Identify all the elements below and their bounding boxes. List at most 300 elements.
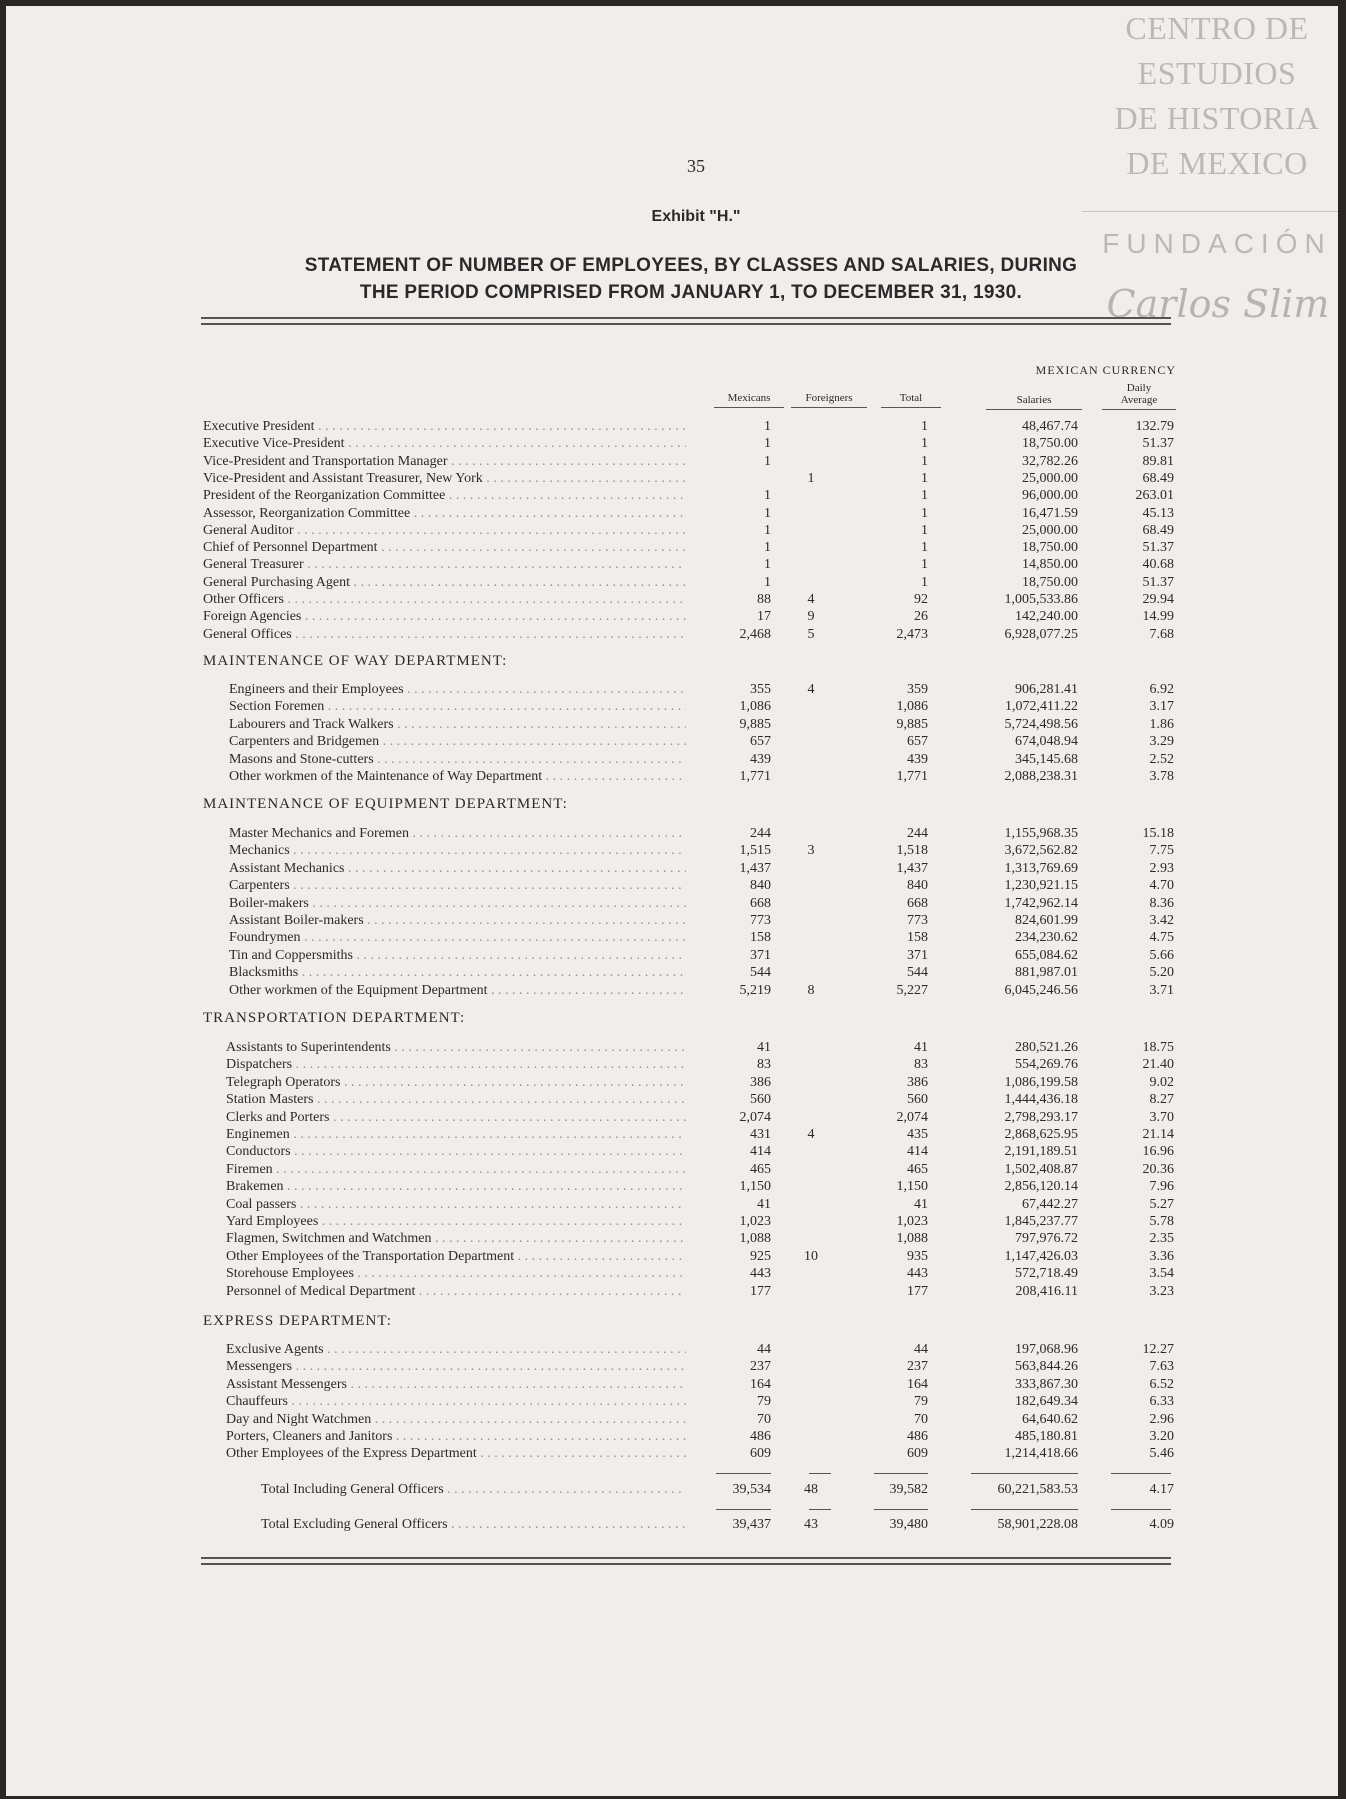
cell-sal: 32,782.26	[1022, 453, 1078, 469]
cell-avg: 14.99	[1142, 609, 1174, 625]
cell-sal: 1,845,237.77	[1004, 1214, 1078, 1229]
currency-header: MEXICAN CURRENCY	[1035, 363, 1176, 377]
cell-mex: 1	[764, 505, 771, 521]
row-label: Master Mechanics and Foremen . . .	[229, 825, 686, 842]
cell-tot: 1	[921, 419, 928, 434]
cell-tot: 1	[921, 505, 928, 521]
table-row	[6, 1341, 1206, 1358]
cell-avg: 21.14	[1142, 1127, 1174, 1142]
cell-avg: 2.35	[1149, 1231, 1174, 1247]
cell-sal: 208,416.11	[1015, 1283, 1078, 1299]
row-label: Executive President . . .	[203, 418, 686, 435]
row-label: Mechanics . . .	[229, 842, 686, 859]
cell-mex: 244	[750, 826, 771, 841]
cell-tot: 1,150	[896, 1179, 928, 1195]
row-label: Boiler-makers . . .	[229, 895, 686, 912]
cell-mex: 443	[750, 1266, 771, 1282]
table-row	[6, 608, 1206, 625]
cell-tot: 609	[907, 1446, 928, 1462]
cell-avg: 15.18	[1142, 826, 1174, 841]
table-row	[6, 1445, 1206, 1462]
table-row	[6, 574, 1206, 591]
table-row	[6, 1143, 1206, 1160]
cell-for: 8	[807, 982, 815, 998]
sum-rule	[809, 1473, 831, 1474]
cell-tot: 544	[907, 965, 928, 981]
cell-for: 1	[807, 470, 815, 486]
row-label: Executive Vice-President . . .	[203, 435, 686, 452]
table-row	[6, 1178, 1206, 1195]
row-label: Chief of Personnel Department . . .	[203, 539, 686, 556]
cell-mex: 1,515	[739, 843, 771, 859]
row-label: Carpenters . . .	[229, 877, 686, 894]
cell-avg: 4.17	[1149, 1482, 1174, 1497]
cell-sal: 16,471.59	[1022, 505, 1078, 521]
row-label: Storehouse Employees . . .	[226, 1265, 686, 1282]
cell-avg: 7.96	[1149, 1179, 1174, 1195]
table-row	[6, 487, 1206, 504]
cell-for: 4	[807, 592, 815, 607]
cell-mex: 609	[750, 1446, 771, 1462]
row-label: Section Foremen . . .	[229, 698, 686, 715]
cell-mex: 1	[764, 488, 771, 504]
exhibit-label: Exhibit "H."	[651, 208, 741, 225]
cell-mex: 158	[750, 930, 771, 946]
cell-tot: 39,582	[889, 1482, 928, 1497]
cell-mex: 41	[757, 1040, 771, 1055]
cell-tot: 79	[914, 1394, 928, 1410]
cell-mex: 486	[750, 1429, 771, 1444]
sum-rule	[716, 1473, 771, 1474]
cell-avg: 3.29	[1149, 734, 1174, 750]
cell-sal: 1,214,418.66	[1004, 1446, 1078, 1462]
table-row	[6, 556, 1206, 573]
row-label: General Auditor . . .	[203, 522, 686, 539]
cell-mex: 1,771	[739, 769, 771, 784]
table-row	[6, 877, 1206, 894]
cell-avg: 68.49	[1142, 522, 1174, 538]
cell-tot: 773	[907, 913, 928, 928]
cell-avg: 5.66	[1149, 947, 1174, 963]
table-row	[6, 1248, 1206, 1265]
cell-avg: 3.71	[1149, 982, 1174, 998]
cell-avg: 68.49	[1142, 470, 1174, 486]
cell-sal: 18,750.00	[1022, 540, 1078, 556]
cell-sal: 1,444,436.18	[1004, 1092, 1078, 1108]
col-salaries: Salaries	[986, 394, 1082, 410]
row-label: Exclusive Agents . . .	[226, 1341, 686, 1358]
row-label: Personnel of Medical Department . . .	[226, 1283, 686, 1300]
cell-sal: 824,601.99	[1015, 913, 1078, 928]
cell-tot: 935	[907, 1248, 928, 1264]
bottom-rule-top	[201, 1557, 1171, 1559]
cell-avg: 5.20	[1149, 965, 1174, 981]
cell-avg: 40.68	[1142, 557, 1174, 573]
cell-mex: 164	[750, 1376, 771, 1392]
table-row	[6, 768, 1206, 785]
col-foreigners: Foreigners	[791, 392, 867, 408]
row-label: General Treasurer . . .	[203, 556, 686, 573]
table-row	[6, 505, 1206, 522]
cell-sal: 25,000.00	[1022, 522, 1078, 538]
cell-mex: 1	[764, 540, 771, 556]
cell-tot: 560	[907, 1092, 928, 1108]
row-label: Clerks and Porters . . .	[226, 1109, 686, 1126]
cell-tot: 44	[914, 1342, 928, 1357]
table-row	[6, 1358, 1206, 1375]
cell-avg: 3.36	[1149, 1248, 1174, 1264]
cell-for: 9	[807, 609, 815, 625]
watermark-line: CENTRO DE	[1125, 10, 1309, 46]
cell-mex: 439	[750, 751, 771, 767]
sum-rule	[716, 1509, 771, 1510]
row-label: Assistant Boiler-makers . . .	[229, 912, 686, 929]
cell-tot: 443	[907, 1266, 928, 1282]
cell-tot: 1,518	[896, 843, 928, 859]
cell-sal: 6,928,077.25	[1004, 626, 1078, 642]
table-row	[6, 453, 1206, 470]
row-label: Coal passers . . .	[226, 1196, 686, 1213]
page-number: 35	[687, 156, 705, 176]
cell-sal: 1,742,962.14	[1004, 895, 1078, 911]
table-row	[6, 1109, 1206, 1126]
sum-rule	[874, 1509, 928, 1510]
cell-tot: 5,227	[896, 982, 928, 998]
sum-rule	[809, 1509, 831, 1510]
cell-sal: 2,798,293.17	[1004, 1109, 1078, 1125]
title-line-1: STATEMENT OF NUMBER OF EMPLOYEES, BY CLASSES AND SALARIES, DURING	[304, 255, 1078, 276]
cell-avg: 45.13	[1142, 505, 1174, 521]
sum-rule	[1111, 1509, 1171, 1510]
cell-tot: 9,885	[896, 716, 928, 732]
cell-sal: 1,502,408.87	[1004, 1161, 1078, 1177]
row-label: Station Masters . . .	[226, 1091, 686, 1108]
cell-avg: 7.75	[1149, 843, 1174, 859]
cell-avg: 7.68	[1149, 626, 1174, 642]
document-page	[6, 6, 1338, 1796]
cell-sal: 485,180.81	[1015, 1429, 1078, 1444]
cell-avg: 3.54	[1149, 1266, 1174, 1282]
cell-mex: 1,150	[739, 1179, 771, 1195]
cell-tot: 1	[921, 470, 928, 486]
title-rule-bottom	[201, 323, 1171, 325]
table-row	[6, 716, 1206, 733]
cell-sal: 18,750.00	[1022, 574, 1078, 590]
cell-mex: 840	[750, 878, 771, 894]
cell-mex: 657	[750, 734, 771, 750]
cell-sal: 2,088,238.31	[1004, 769, 1078, 784]
cell-avg: 89.81	[1142, 453, 1174, 469]
col-daily-average	[1102, 382, 1176, 410]
cell-tot: 164	[907, 1376, 928, 1392]
cell-tot: 1,771	[896, 769, 928, 784]
cell-avg: 9.02	[1149, 1074, 1174, 1090]
cell-mex: 88	[757, 592, 771, 607]
cell-avg: 263.01	[1135, 488, 1174, 504]
row-label: Flagmen, Switchmen and Watchmen . . .	[226, 1230, 686, 1247]
cell-mex: 39,437	[732, 1516, 771, 1532]
row-label: President of the Reorganization Committee . . .	[203, 487, 686, 504]
cell-tot: 1	[921, 574, 928, 590]
cell-tot: 1	[921, 522, 928, 538]
row-label: Labourers and Track Walkers . . .	[229, 716, 686, 733]
row-label: Carpenters and Bridgemen . . .	[229, 733, 686, 750]
cell-mex: 414	[750, 1144, 771, 1160]
cell-avg: 8.36	[1149, 895, 1174, 911]
cell-tot: 177	[907, 1283, 928, 1299]
row-label: Chauffeurs . . .	[226, 1393, 686, 1410]
cell-mex: 177	[750, 1283, 771, 1299]
cell-mex: 1	[764, 522, 771, 538]
cell-sal: 563,844.26	[1015, 1359, 1078, 1375]
cell-sal: 280,521.26	[1015, 1040, 1078, 1055]
cell-sal: 797,976.72	[1015, 1231, 1078, 1247]
cell-sal: 1,072,411.22	[1005, 699, 1078, 715]
cell-avg: 6.52	[1149, 1376, 1174, 1392]
row-label: Other workmen of the Equipment Department . . .	[229, 982, 686, 999]
cell-tot: 41	[914, 1196, 928, 1212]
cell-tot: 1,437	[896, 860, 928, 876]
cell-tot: 1	[921, 488, 928, 504]
row-label: Engineers and their Employees . . .	[229, 681, 686, 698]
cell-sal: 1,086,199.58	[1004, 1074, 1078, 1090]
cell-tot: 1,086	[896, 699, 928, 715]
table-row	[6, 733, 1206, 750]
cell-sal: 5,724,498.56	[1004, 716, 1078, 732]
cell-sal: 18,750.00	[1022, 436, 1078, 452]
table-row	[6, 1428, 1206, 1445]
cell-avg: 8.27	[1149, 1092, 1174, 1108]
cell-mex: 17	[757, 609, 771, 625]
table-row	[6, 1376, 1206, 1393]
cell-avg: 20.36	[1142, 1161, 1174, 1177]
cell-mex: 560	[750, 1092, 771, 1108]
table-row	[6, 751, 1206, 768]
table-row	[6, 539, 1206, 556]
cell-avg: 6.92	[1149, 682, 1174, 697]
cell-avg: 6.33	[1149, 1394, 1174, 1410]
table-row	[6, 1213, 1206, 1230]
table-row	[6, 1039, 1206, 1056]
table-row	[6, 1074, 1206, 1091]
table-row	[6, 825, 1206, 842]
row-label: Conductors . . .	[226, 1143, 686, 1160]
cell-avg: 7.63	[1149, 1359, 1174, 1375]
cell-avg: 3.42	[1149, 913, 1174, 928]
cell-mex: 371	[750, 947, 771, 963]
cell-mex: 2,468	[739, 626, 771, 642]
cell-sal: 2,191,189.51	[1004, 1144, 1078, 1160]
col-mexicans: Mexicans	[714, 392, 784, 408]
cell-avg: 16.96	[1142, 1144, 1174, 1160]
col-total: Total	[881, 392, 941, 408]
cell-tot: 668	[907, 895, 928, 911]
cell-for: 4	[807, 682, 815, 697]
cell-tot: 83	[914, 1057, 928, 1073]
cell-sal: 572,718.49	[1015, 1266, 1078, 1282]
cell-tot: 70	[914, 1411, 928, 1427]
watermark-fundacion: FUNDACIÓN	[1102, 228, 1332, 259]
table-row	[6, 860, 1206, 877]
row-label: Telegraph Operators . . .	[226, 1074, 686, 1091]
table-row	[6, 626, 1206, 643]
cell-mex: 544	[750, 965, 771, 981]
cell-sal: 96,000.00	[1022, 488, 1078, 504]
cell-mex: 237	[750, 1359, 771, 1375]
cell-for: 48	[804, 1482, 818, 1497]
cell-sal: 14,850.00	[1022, 557, 1078, 573]
cell-tot: 92	[914, 592, 928, 607]
cell-avg: 4.75	[1149, 930, 1174, 946]
table-row	[6, 681, 1206, 698]
row-label: Porters, Cleaners and Janitors . . .	[226, 1428, 686, 1445]
cell-for: 43	[804, 1516, 818, 1532]
row-label: Total Including General Officers . . .	[261, 1481, 686, 1498]
cell-tot: 465	[907, 1161, 928, 1177]
cell-sal: 142,240.00	[1015, 609, 1078, 625]
row-label: Masons and Stone-cutters . . .	[229, 751, 686, 768]
cell-tot: 1,023	[896, 1214, 928, 1229]
cell-avg: 3.20	[1149, 1429, 1174, 1444]
row-label: Yard Employees . . .	[226, 1213, 686, 1230]
cell-avg: 51.37	[1142, 436, 1174, 452]
table-row	[6, 895, 1206, 912]
row-label: Messengers . . .	[226, 1358, 686, 1375]
cell-sal: 48,467.74	[1022, 419, 1078, 434]
section-title-express: EXPRESS DEPARTMENT:	[203, 1313, 392, 1329]
cell-avg: 18.75	[1142, 1040, 1174, 1055]
row-label: Dispatchers . . .	[226, 1056, 686, 1073]
total-row	[6, 1481, 1206, 1498]
cell-avg: 3.23	[1149, 1283, 1174, 1299]
table-row	[6, 1056, 1206, 1073]
row-label: Vice-President and Assistant Treasurer, New York . . .	[203, 470, 686, 487]
cell-avg: 3.17	[1149, 699, 1174, 715]
cell-avg: 12.27	[1142, 1342, 1174, 1357]
cell-sal: 655,084.62	[1015, 947, 1078, 963]
watermark-line: DE MEXICO	[1126, 145, 1308, 181]
section-title-transportation: TRANSPORTATION DEPARTMENT:	[203, 1010, 466, 1026]
cell-avg: 4.09	[1149, 1516, 1174, 1532]
cell-avg: 3.70	[1149, 1109, 1174, 1125]
cell-sal: 333,867.30	[1015, 1376, 1078, 1392]
cell-mex: 1,023	[739, 1214, 771, 1229]
cell-tot: 26	[914, 609, 928, 625]
watermark-signature: Carlos Slim	[1106, 282, 1330, 326]
cell-mex: 1,437	[739, 860, 771, 876]
table-row	[6, 947, 1206, 964]
sum-rule	[874, 1473, 928, 1474]
cell-sal: 1,147,426.03	[1004, 1248, 1078, 1264]
cell-sal: 60,221,583.53	[997, 1482, 1078, 1497]
cell-sal: 1,313,769.69	[1004, 860, 1078, 876]
cell-mex: 1	[764, 574, 771, 590]
cell-avg: 29.94	[1142, 592, 1174, 607]
sum-rule	[971, 1509, 1078, 1510]
cell-mex: 1	[764, 557, 771, 573]
watermark-line: DE HISTORIA	[1114, 100, 1320, 136]
table-row	[6, 1230, 1206, 1247]
row-label: Day and Night Watchmen . . .	[226, 1411, 686, 1428]
cell-avg: 5.46	[1149, 1446, 1174, 1462]
cell-tot: 2,074	[896, 1109, 928, 1125]
cell-sal: 1,155,968.35	[1004, 826, 1078, 841]
cell-tot: 840	[907, 878, 928, 894]
cell-tot: 486	[907, 1429, 928, 1444]
table-row	[6, 1411, 1206, 1428]
page-title	[196, 252, 1186, 306]
cell-mex: 79	[757, 1394, 771, 1410]
cell-avg: 51.37	[1142, 540, 1174, 556]
cell-sal: 1,005,533.86	[1004, 592, 1078, 607]
title-rule-top	[201, 317, 1171, 319]
table-row	[6, 698, 1206, 715]
row-label: Foreign Agencies . . .	[203, 608, 686, 625]
cell-sal: 906,281.41	[1015, 682, 1078, 697]
row-label: General Purchasing Agent . . .	[203, 574, 686, 591]
table-row	[6, 912, 1206, 929]
row-label: Enginemen . . .	[226, 1126, 686, 1143]
row-label: Assistant Messengers . . .	[226, 1376, 686, 1393]
row-label: Assistant Mechanics . . .	[229, 860, 686, 877]
cell-sal: 234,230.62	[1015, 930, 1078, 946]
cell-avg: 5.27	[1149, 1196, 1174, 1212]
cell-for: 3	[807, 843, 815, 859]
cell-tot: 1	[921, 557, 928, 573]
cell-avg: 132.79	[1135, 419, 1174, 434]
row-label: Blacksmiths . . .	[229, 964, 686, 981]
cell-tot: 657	[907, 734, 928, 750]
section-title-maintenance-equipment: MAINTENANCE OF EQUIPMENT DEPARTMENT:	[203, 796, 568, 812]
cell-mex: 1,086	[739, 699, 771, 715]
cell-mex: 465	[750, 1161, 771, 1177]
section-title-maintenance-way: MAINTENANCE OF WAY DEPARTMENT:	[203, 653, 508, 669]
cell-tot: 244	[907, 826, 928, 841]
row-label: Tin and Coppersmiths . . .	[229, 947, 686, 964]
cell-for: 10	[804, 1248, 818, 1264]
row-label: Foundrymen . . .	[229, 929, 686, 946]
cell-sal: 6,045,246.56	[1004, 982, 1078, 998]
cell-avg: 1.86	[1149, 716, 1174, 732]
cell-tot: 414	[907, 1144, 928, 1160]
row-label: Vice-President and Transportation Manager . . .	[203, 453, 686, 470]
row-label: General Offices . . .	[203, 626, 686, 643]
cell-tot: 1,088	[896, 1231, 928, 1247]
watermark-line: ESTUDIOS	[1137, 55, 1297, 91]
cell-sal: 2,868,625.95	[1004, 1127, 1078, 1142]
cell-sal: 2,856,120.14	[1004, 1179, 1078, 1195]
cell-sal: 67,442.27	[1022, 1196, 1078, 1212]
cell-tot: 386	[907, 1074, 928, 1090]
cell-mex: 1	[764, 436, 771, 452]
row-label: Total Excluding General Officers . . .	[261, 1516, 686, 1533]
table-row	[6, 1091, 1206, 1108]
table-row	[6, 1196, 1206, 1213]
cell-avg: 3.78	[1149, 769, 1174, 784]
cell-tot: 371	[907, 947, 928, 963]
cell-sal: 674,048.94	[1015, 734, 1078, 750]
cell-mex: 386	[750, 1074, 771, 1090]
row-label: Assessor, Reorganization Committee . . .	[203, 505, 686, 522]
cell-tot: 1	[921, 540, 928, 556]
table-row	[6, 982, 1206, 999]
row-label: Brakemen . . .	[226, 1178, 686, 1195]
cell-mex: 83	[757, 1057, 771, 1073]
cell-mex: 41	[757, 1196, 771, 1212]
table-row	[6, 1393, 1206, 1410]
table-row	[6, 591, 1206, 608]
table-row	[6, 929, 1206, 946]
